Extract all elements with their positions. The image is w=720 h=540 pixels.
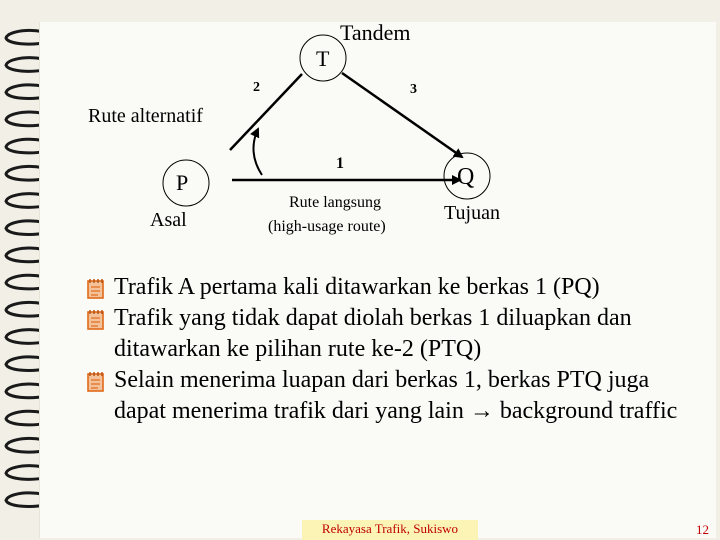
notepad-bullet-icon bbox=[86, 309, 106, 331]
page-number: 12 bbox=[696, 522, 709, 537]
edge-2-label: 2 bbox=[253, 80, 260, 95]
bullet-text: Selain menerima luapan dari berkas 1, berkas PTQ juga dapat menerima trafik dari yang lain → background traffic bbox=[114, 367, 678, 424]
route-alternatif-label: Rute alternatif bbox=[88, 105, 203, 127]
bullet-text: Trafik A pertama kali ditawarkan ke berkas 1 (PQ) bbox=[114, 274, 600, 300]
tujuan-label: Tujuan bbox=[444, 202, 500, 224]
node-t-label: T bbox=[316, 46, 330, 71]
bullet-list bbox=[86, 272, 706, 427]
node-p-label: P bbox=[176, 170, 189, 195]
bullet-item bbox=[86, 303, 706, 365]
asal-label: Asal bbox=[150, 209, 187, 231]
node-q-label: Q bbox=[457, 164, 475, 190]
bullet-item bbox=[86, 272, 706, 303]
notepad-bullet-icon bbox=[86, 278, 106, 300]
bullet-item bbox=[86, 365, 706, 427]
direct-route-label-line2: (high-usage route) bbox=[268, 218, 386, 235]
edge-1-label: 1 bbox=[336, 155, 344, 172]
edge-2-line bbox=[230, 74, 302, 150]
bullet-text: Trafik yang tidak dapat diolah berkas 1 diluapkan dan ditawarkan ke pilihan rute ke-2 (PTQ) bbox=[114, 305, 632, 362]
tandem-label: Tandem bbox=[340, 20, 411, 45]
notepad-bullet-icon bbox=[86, 371, 106, 393]
direct-route-label-line1: Rute langsung bbox=[289, 194, 381, 211]
edge-3-line bbox=[342, 73, 462, 157]
edge-3-label: 3 bbox=[410, 82, 417, 97]
overflow-curve-arrow bbox=[253, 129, 262, 175]
footer-label: Rekayasa Trafik, Sukiswo bbox=[302, 520, 478, 540]
